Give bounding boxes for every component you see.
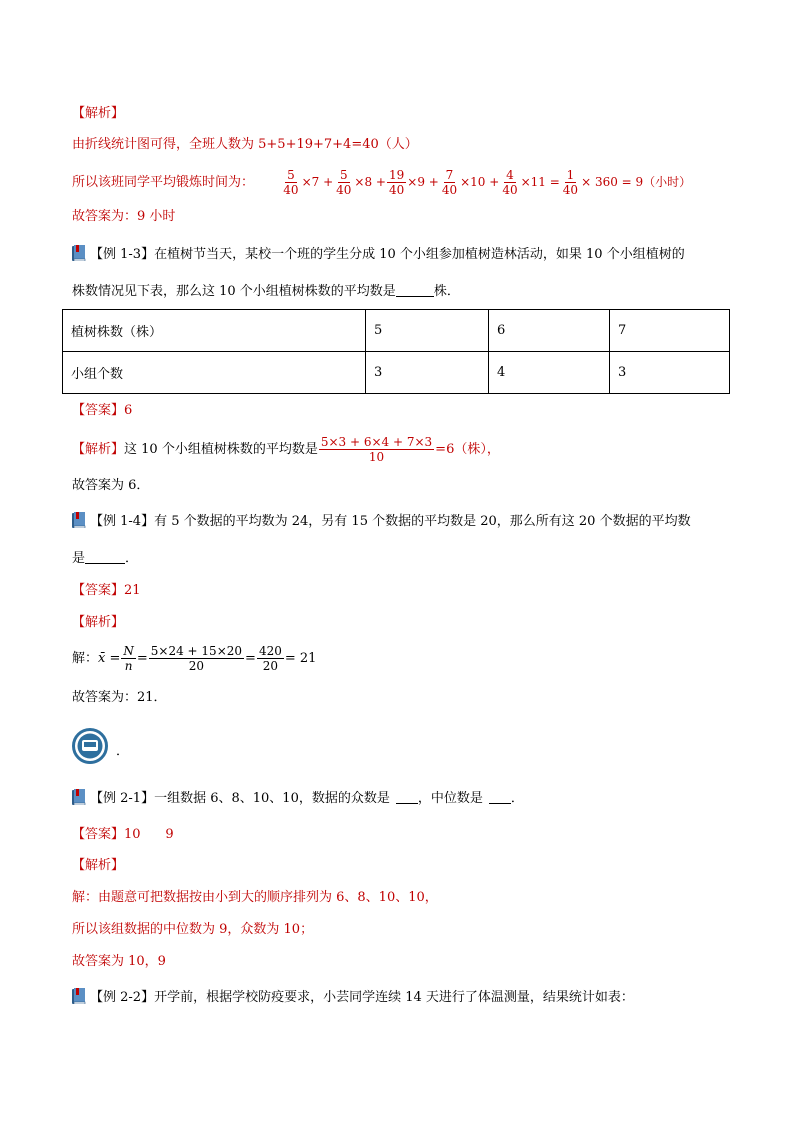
example-1-3-final — [72, 476, 149, 496]
example-label: 【例 2-1】 — [90, 791, 155, 806]
answer-value: 21 — [124, 583, 141, 598]
question-text: 有 5 个数据的平均数为 24，另有 15 个数据的平均数是 20，那么所有这 20 个数据的平均数 — [154, 514, 691, 529]
example-1-4-question-cont — [72, 549, 138, 569]
analysis-label: 【解析】 — [72, 858, 125, 873]
analysis-result: =6（株）， — [435, 442, 500, 457]
fraction-numerator: 4 — [506, 168, 514, 182]
fraction — [500, 168, 519, 197]
fraction — [387, 168, 406, 197]
example-1-3-answer — [72, 401, 132, 421]
example-1-3-question-cont — [72, 282, 460, 302]
fraction-denominator: 40 — [388, 183, 405, 197]
final-answer: 故答案为 10，9 — [72, 954, 166, 969]
fraction-denominator: 10 — [368, 450, 385, 464]
weighted-sum-fraction — [149, 644, 244, 673]
question-text: ． — [510, 791, 524, 806]
answer-value: 10 9 — [124, 827, 174, 842]
fraction — [561, 168, 580, 197]
book-icon — [72, 789, 87, 805]
table-cell: 7 — [610, 310, 730, 352]
formula-operator: ×10 + — [460, 175, 500, 189]
fraction-denominator: 20 — [188, 659, 205, 673]
answer-blank — [489, 789, 511, 804]
example-2-1-answer — [72, 825, 174, 845]
fraction-denominator: 40 — [283, 183, 299, 197]
question-text: 在植树节当天，某校一个班的学生分成 10 个小组参加植树造林活动，如果 10 个小组植树的 — [154, 247, 685, 262]
table-cell: 5 — [366, 310, 489, 352]
analysis-label: 【解析】 — [72, 615, 125, 630]
fraction-numerator: 19 — [388, 168, 405, 182]
answer-text: 故答案为：9 小时 — [72, 209, 176, 224]
table-cell: 3 — [366, 352, 489, 394]
answer-value: 6 — [124, 403, 133, 418]
analysis-text: 这 10 个小组植树株数的平均数是 — [124, 442, 318, 457]
example-2-2-question — [72, 988, 634, 1008]
question-text: 株数情况见下表，那么这 10 个小组植树株数的平均数是 — [72, 284, 396, 299]
question-text: ，中位数是 — [417, 791, 483, 806]
section-badge-icon — [72, 728, 108, 764]
fraction-numerator: 5 — [339, 168, 348, 182]
fraction-numerator: 5 — [287, 168, 295, 182]
analysis-text: 所以该组数据的中位数为 9，众数为 10； — [72, 922, 314, 937]
table-row — [63, 352, 730, 394]
example-1-3-question — [72, 245, 685, 265]
answer-label: 【答案】 — [72, 827, 125, 842]
mean-definition-fraction — [121, 644, 136, 673]
example-1-4-answer — [72, 581, 141, 601]
formula-operator: ×8 + — [354, 175, 386, 189]
answer-label: 【答案】 — [72, 403, 125, 418]
analysis-text: 解：由题意可把数据按由小到大的顺序排列为 6、8、10、10， — [72, 890, 438, 905]
fraction — [281, 168, 300, 197]
example-label: 【例 2-2】 — [90, 990, 155, 1005]
fraction-denominator: 40 — [336, 183, 352, 197]
book-icon — [72, 988, 87, 1004]
formula-prefix: 所以该班同学平均锻炼时间为： — [72, 175, 255, 190]
formula-operator: ×11 = — [520, 175, 560, 189]
final-answer: 故答案为 6． — [72, 478, 150, 493]
fraction-numerator: 7 — [445, 168, 454, 182]
table-cell: 小组个数 — [63, 352, 366, 394]
analysis-formula-line — [72, 165, 691, 199]
answer-blank — [85, 549, 125, 564]
table-cell: 4 — [489, 352, 610, 394]
solution-result: = 21 — [284, 651, 317, 666]
tree-planting-table — [62, 309, 730, 394]
table-row — [63, 310, 730, 352]
analysis-heading: 【解析】 — [72, 106, 125, 121]
mean-symbol: x̄ = — [98, 651, 121, 666]
weighted-average-formula — [280, 168, 692, 197]
fraction-numerator: N — [123, 644, 134, 658]
formula-operator: × 360 = 9（小时） — [581, 175, 692, 189]
book-icon — [72, 512, 87, 528]
solution-prefix: 解： — [72, 651, 99, 666]
fraction-denominator: 40 — [502, 183, 518, 197]
total-fraction — [257, 644, 284, 673]
equals-sign: = — [245, 651, 256, 666]
fraction-numerator: 420 — [258, 644, 282, 658]
question-text: 一组数据 6、8、10、10，数据的众数是 — [154, 791, 390, 806]
example-1-4-question — [72, 512, 691, 532]
equals-sign: = — [136, 651, 148, 666]
analysis-label: 【解析】 — [72, 442, 125, 457]
fraction-denominator: n — [124, 659, 133, 673]
section-dot: ． — [116, 744, 130, 759]
fraction — [440, 168, 459, 197]
table-cell: 6 — [489, 310, 610, 352]
question-text: 是 — [72, 551, 86, 566]
answer-label: 【答案】 — [72, 583, 125, 598]
table-cell: 植树株数（株） — [63, 310, 366, 352]
fraction-numerator: 1 — [566, 168, 575, 182]
fraction-numerator: 5×3 + 6×4 + 7×3 — [320, 435, 433, 449]
fraction-denominator: 20 — [262, 659, 279, 673]
answer-blank — [396, 282, 434, 297]
example-label: 【例 1-3】 — [90, 247, 155, 262]
question-text: 株． — [433, 284, 460, 299]
fraction — [334, 168, 353, 197]
book-icon — [72, 245, 87, 261]
fraction-numerator: 5×24 + 15×20 — [150, 644, 243, 658]
table-cell: 3 — [610, 352, 730, 394]
answer-blank — [396, 789, 418, 804]
analysis-text: 由折线统计图可得，全班人数为 5+5+19+7+4=40（人） — [72, 137, 418, 152]
fraction-denominator: 40 — [441, 183, 458, 197]
example-1-4-solution — [72, 642, 316, 676]
example-1-3-analysis — [72, 433, 500, 467]
example-2-1-question — [72, 789, 524, 809]
formula-operator: ×9 + — [407, 175, 439, 189]
example-1-4-final: 故答案为：21． — [72, 690, 167, 705]
formula-operator: ×7 + — [301, 175, 334, 189]
question-text: ． — [125, 551, 139, 566]
question-text: 开学前，根据学校防疫要求，小芸同学连续 14 天进行了体温测量，结果统计如表： — [154, 990, 634, 1005]
fraction-denominator: 40 — [562, 183, 579, 197]
mean-fraction — [319, 435, 434, 464]
example-label: 【例 1-4】 — [90, 514, 155, 529]
